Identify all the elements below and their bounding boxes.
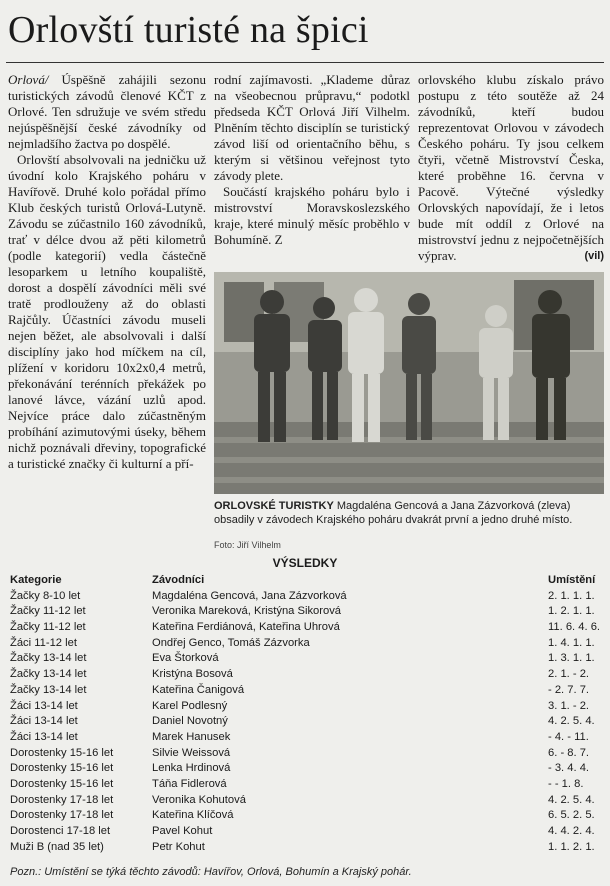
author-signature: (vil) [584, 250, 604, 262]
table-row: Dorostenky 15-16 let Lenka Hrdinová - 3. 4. 4. [10, 762, 590, 775]
table-row: Dorostenky 17-18 let Veronika Kohutová 4. 2. 5. 4. [10, 793, 595, 806]
table-row: Žačky 13-14 let Kristýna Bosová 2. 1. - 2. [10, 668, 590, 681]
table-row: Žačky 13-14 let Kateřina Čanigová - 2. 7. 7. [10, 683, 590, 696]
table-row: Dorostenci 17-18 let Pavel Kohut 4. 4. 2. 4. [10, 825, 595, 837]
article-column-3 [418, 72, 604, 268]
header-category: Kategorie [10, 574, 62, 586]
table-row: Žačky 13-14 let Eva Štorková 1. 3. 1. 1. [10, 652, 595, 665]
article-paragraph-4: Součástí krajského poháru bylo i mistrovství Moravskoslezského kraje, které minulý měsíc proběhlo v Bohumíně. Z [214, 184, 410, 247]
article-paragraph-1: Orlová/ Úspěšně zahájili sezonu turistických závodů členové KČT z Orlové. Ten sdružuje ve svém středu nejúspěšnější české závodníky od nejmladšího žactva po dospělé. [8, 72, 206, 151]
article-paragraph-3: rodní zajímavosti. „Klademe důraz na všeobecnou průpravu,“ podotkl předseda KČT Orlová Jiří Vilhelm. Plněním těchto disciplín se turistický závod liší od orientačního běhu, s kterým si většinou veřejnost tyto závody plete. [214, 72, 410, 183]
results-header [8, 573, 604, 589]
photo-caption: ORLOVSKÉ TURISTKY Magdaléna Gencová a Jana Zázvorková (zleva) obsadily v závodech Krajského poháru dvakrát první a jedno druhé místo. [214, 500, 573, 526]
table-row: Žačky 8-10 let Magdaléna Gencová, Jana Zázvorková 2. 1. 1. 1. [10, 589, 595, 602]
table-row: Žačky 11-12 let Veronika Mareková, Kristýna Sikorová 1. 2. 1. 1. [10, 605, 595, 618]
table-row: Muži B (nad 35 let) Petr Kohut 1. 1. 2. 1. [10, 840, 595, 853]
table-row: Dorostenky 15-16 let Silvie Weissová 6. - 8. 7. [10, 746, 590, 759]
table-row: Dorostenky 17-18 let Kateřina Klíčová 6. 5. 2. 5. [10, 809, 595, 822]
article-paragraph-2: Orlovští absolvovali na jedničku už úvodní kolo Krajského poháru v Havířově. Druhé kolo pořádal přímo Klub českých turistů Orlová-Lutyně. Závodu se zúčastnilo 160 závodníků, trať v délce dvou až pěti kilometrů (podle kategorií) vedla částečně lesoparkem u letního koupaliště, dorost a dospělí závodníci měli své tratě prodlouženy až do oblasti Rajčůly. Účastníci závodu museli nejen běžet, ale absolvovali i další disciplíny jako hod míčkem na cíl, plížení v koridoru 10x2x0,4 metrů, překonávání terénních překážek po lanové lávce, vázání uzlů apod. Nejvíce práce dalo zúčastněným probíhání azimutovými úseky, během nichž poznávali dřeviny, topografické a turistické značky či kulturní a pří- [8, 152, 206, 471]
table-row: Žáci 13-14 let Daniel Novotný 4. 2. 5. 4. [10, 715, 595, 728]
table-row: Žáci 13-14 let Marek Hanusek - 4. - 11. [10, 730, 589, 743]
headline-rule [6, 62, 604, 63]
table-row: Žáci 13-14 let Karel Podlesný 3. 1. - 2. [10, 699, 590, 712]
dateline: Orlová/ [8, 72, 49, 87]
header-competitors: Závodníci [152, 574, 205, 586]
headline: Orlovští turisté na špici [8, 9, 369, 51]
table-row: Žačky 11-12 let Kateřina Ferdiánová, Kateřina Uhrová 11. 6. 4. 6. [10, 621, 601, 634]
results-title: VÝSLEDKY [272, 556, 338, 570]
results-note: Pozn.: Umístění se týká těchto závodů: Havířov, Orlová, Bohumín a Krajský pohár. [10, 866, 412, 878]
article-column-2 [214, 72, 410, 268]
photo-illustration [214, 272, 604, 494]
header-placement: Umístění [548, 574, 596, 586]
table-row: Dorostenky 15-16 let Táňa Fidlerová - - 1. 8. [10, 777, 584, 790]
results-table [8, 573, 604, 855]
photo-credit: Foto: Jiří Vilhelm [214, 540, 281, 550]
article-paragraph-5: orlovského klubu získalo právo postupu z této soutěže až 24 závodníků, kteří budou reprezentovat Orlovou v závodech Českého poháru. Ty jsou celkem čtyři, včetně Mistrovství Česka, které proběhne 16. června v Pacově. Výtečné výsledky Orlovských napovídají, že i letos bude mít oddíl z Orlové na mistrovství jednu z nejpočetnějších výprav. (vil) [418, 72, 604, 263]
article-column-1 [8, 72, 206, 560]
table-row: Žáci 11-12 let Ondřej Genco, Tomáš Zázvorka 1. 4. 1. 1. [10, 636, 595, 649]
team-photo [214, 272, 604, 494]
